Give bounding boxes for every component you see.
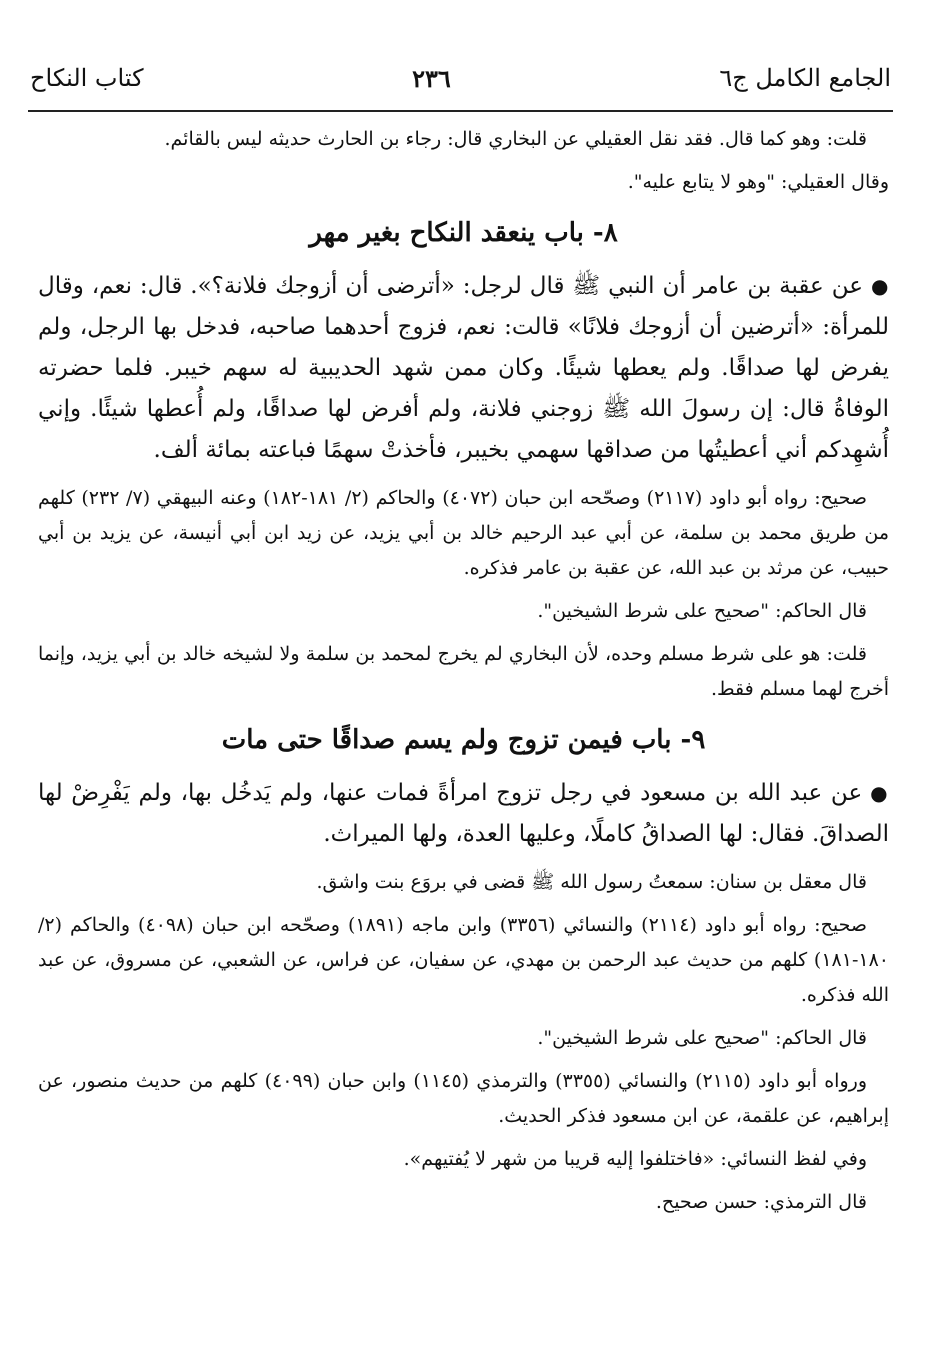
bullet-icon: ● — [870, 274, 889, 298]
page-body — [38, 122, 889, 1228]
hadith-body: عن عبد الله بن مسعود في رجل تزوج امرأةً فمات عنها، ولم يَدخُل بها، ولم يَفْرِضْ لها الصداقَ. فقال: لها الصداقُ كاملًا، وعليها العدة، ولها الميراث. — [38, 780, 889, 847]
quote-paragraph: قال الحاكم: "صحيح على شرط الشيخين". — [537, 1027, 867, 1049]
bullet-icon: ● — [870, 781, 889, 805]
takhrij-paragraph: صحيح: رواه أبو داود (٢١١٧) وصحّحه ابن حبان (٤٠٧٢) والحاكم (٢/ ١٨١-١٨٢) وعنه البيهقي (٧/ ٢٣٢) كلهم من طريق محمد بن سلمة، عن أبي عبد الرحيم خالد بن أبي يزيد، عن زيد ابن أبي أنيسة، عن يزيد بن أبي حبيب، عن مرثد بن عبد الله، عن عقبة بن عامر فذكره. — [38, 487, 889, 579]
header-chapter-title: كتاب النكاح — [30, 64, 144, 92]
header-book-title: الجامع الكامل ج٦ — [719, 64, 891, 92]
section-heading: ٩- باب فيمن تزوج ولم يسم صداقًا حتى مات — [221, 725, 706, 755]
narration-paragraph: قال معقل بن سنان: سمعتُ رسول الله ﷺ قضى في بروَع بنت واشق. — [316, 871, 867, 893]
takhrij-paragraph: صحيح: رواه أبو داود (٢١١٤) والنسائي (٣٣٥٦) وابن ماجه (١٨٩١) وصحّحه ابن حبان (٤٠٩٨) والحاكم (٢/ ١٨٠-١٨١) كلهم من حديث عبد الرحمن بن مهدي، عن سفيان، عن فراس، عن الشعبي، عن مسروق، عن عبد الله فذكره. — [38, 914, 889, 1006]
quote-paragraph: قال الترمذي: حسن صحيح. — [655, 1191, 867, 1213]
commentary-paragraph: قلت: هو على شرط مسلم وحده، لأن البخاري لم يخرج لمحمد بن سلمة ولا لشيخه خالد بن أبي يزيد، وإنما أخرج لهما مسلم فقط. — [38, 643, 889, 700]
quote-paragraph: قال الحاكم: "صحيح على شرط الشيخين". — [537, 600, 867, 622]
commentary-paragraph: وقال العقيلي: "وهو لا يتابع عليه". — [627, 171, 889, 193]
hadith-text — [38, 266, 889, 471]
section-heading: ٨- باب ينعقد النكاح بغير مهر — [309, 218, 618, 248]
hadith-body: عن عقبة بن عامر أن النبي ﷺ قال لرجل: «أترضى أن أزوجك فلانة؟». قال: نعم، وقال للمرأة: «أترضين أن أزوجك فلانًا» قالت: نعم، فزوج أحدهما صاحبه، فدخل بها الرجل، ولم يفرض لها صداقًا. ولم يعطها شيئًا. وكان ممن شهد الحديبية له سهم خيبر. فلما حضرته الوفاةُ قال: إن رسولَ الله ﷺ زوجني فلانة، ولم أفرض لها صداقًا، ولم أُعطها شيئًا. وإني أُشهِدكم أني أعطيتُها من صداقها سهمي بخيبر، فأخذتْ سهمًا فباعته بمائة ألف. — [38, 273, 889, 463]
commentary-paragraph: قلت: وهو كما قال. فقد نقل العقيلي عن البخاري قال: رجاء بن الحارث حديثه ليس بالقائم. — [164, 128, 867, 150]
page-header — [30, 56, 891, 100]
quote-paragraph: وفي لفظ النسائي: «فاختلفوا إليه قريبا من شهر لا يُفتيهم». — [403, 1148, 867, 1170]
page-number: ٢٣٦ — [412, 63, 451, 93]
hadith-text — [38, 773, 889, 855]
header-rule — [28, 110, 893, 112]
takhrij-paragraph: ورواه أبو داود (٢١١٥) والنسائي (٣٣٥٥) والترمذي (١١٤٥) وابن حبان (٤٠٩٩) كلهم من حديث منصور، عن إبراهيم، عن علقمة، عن ابن مسعود فذكر الحديث. — [38, 1070, 889, 1127]
